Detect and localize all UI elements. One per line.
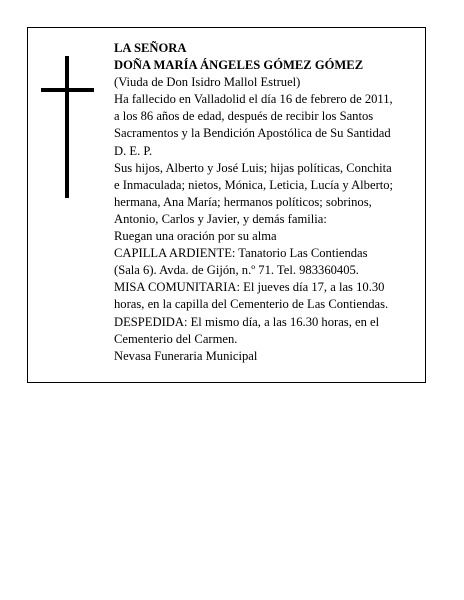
funeral-home: Nevasa Funeraria Municipal	[114, 348, 258, 363]
farewell-line-2: Cementerio del Carmen.	[114, 331, 238, 346]
mass-line-1: MISA COMUNITARIA: El jueves día 17, a las 10.30	[114, 280, 385, 295]
obituary-notice	[27, 27, 426, 383]
death-announcement-line-2: a los 86 años de edad, después de recibir los Santos	[114, 109, 374, 124]
family-line-2: e Inmaculada; nietos, Mónica, Leticia, Lucía y Alberto;	[114, 177, 394, 192]
death-announcement-line-1: Ha fallecido en Valladolid el día 16 de febrero de 2011,	[114, 92, 393, 107]
mass-line-2: horas, en la capilla del Cementerio de Las Contiendas.	[114, 297, 389, 312]
family-line-3: hermana, Ana María; hermanos políticos; sobrinos,	[114, 194, 372, 209]
cross-horizontal-bar	[41, 88, 94, 92]
cross-vertical-bar	[65, 56, 69, 198]
prayer-request: Ruegan una oración por su alma	[114, 229, 277, 244]
chapel-line-2: (Sala 6). Avda. de Gijón, n.º 71. Tel. 983360405.	[114, 263, 359, 278]
notice-heading: LA SEÑORA	[114, 41, 187, 55]
deceased-name: DOÑA MARÍA ÁNGELES GÓMEZ GÓMEZ	[114, 58, 364, 73]
family-line-4: Antonio, Carlos y Javier, y demás familia:	[114, 211, 327, 226]
chapel-line-1: CAPILLA ARDIENTE: Tanatorio Las Contiendas	[114, 246, 368, 261]
farewell-line-1: DESPEDIDA: El mismo día, a las 16.30 horas, en el	[114, 314, 380, 329]
widow-line: (Viuda de Don Isidro Mallol Estruel)	[114, 75, 301, 90]
family-line-1: Sus hijos, Alberto y José Luis; hijas políticas, Conchita	[114, 160, 392, 175]
rip-line: D. E. P.	[114, 143, 153, 158]
notice-text	[114, 40, 420, 365]
death-announcement-line-3: Sacramentos y la Bendición Apostólica de Su Santidad	[114, 126, 391, 141]
